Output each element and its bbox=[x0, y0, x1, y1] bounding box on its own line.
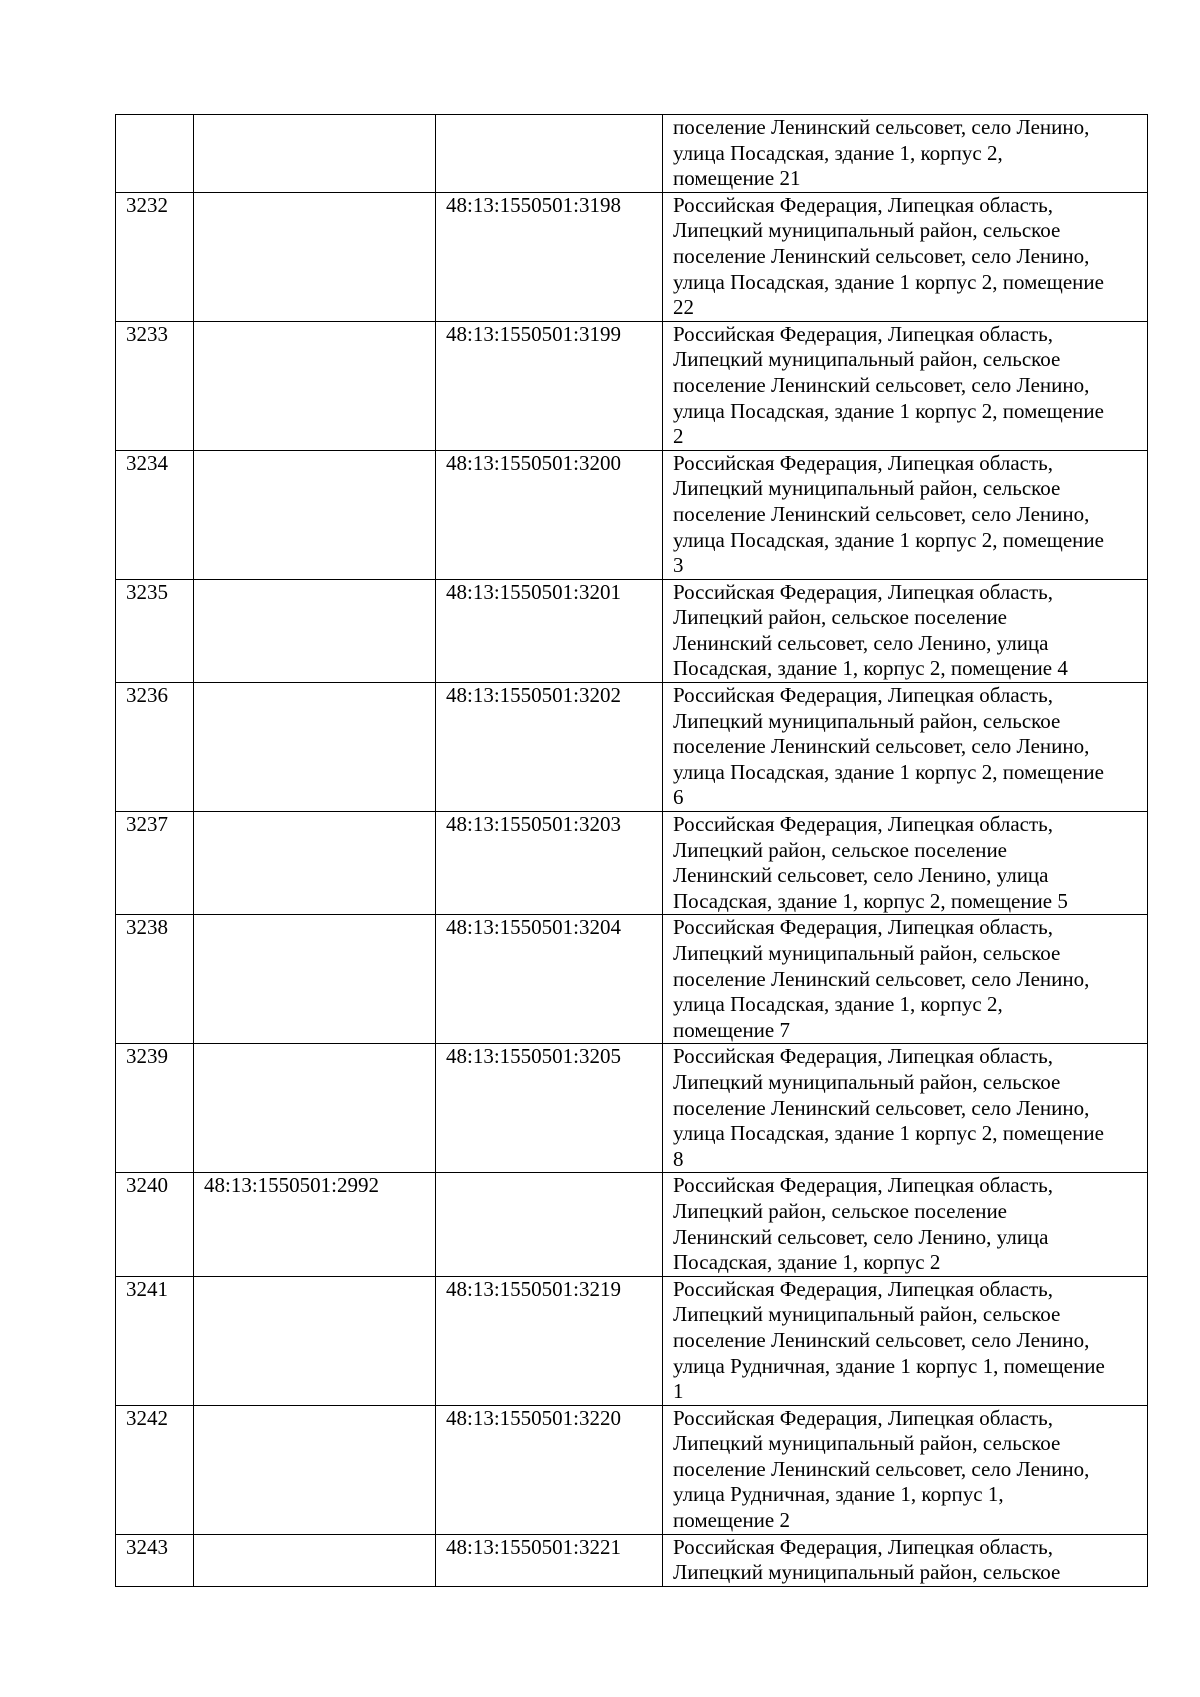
address-line: поселение Ленинский сельсовет, село Ленино, bbox=[673, 243, 1090, 268]
address-cell bbox=[663, 1173, 1148, 1276]
address-line: Российская Федерация, Липецкая область, bbox=[673, 579, 1054, 604]
row-number-cell: 3232 bbox=[116, 192, 194, 321]
address-cell bbox=[663, 115, 1148, 193]
address-line: Посадская, здание 1, корпус 2 bbox=[673, 1250, 941, 1275]
address-line: 8 bbox=[673, 1146, 684, 1171]
address-line: 3 bbox=[673, 553, 684, 578]
row-number-cell: 3233 bbox=[116, 321, 194, 450]
address-cell bbox=[663, 1044, 1148, 1173]
table-row bbox=[116, 1044, 1148, 1173]
address-cell bbox=[663, 321, 1148, 450]
address-line: 2 bbox=[673, 424, 684, 449]
address-line: Российская Федерация, Липецкая область, bbox=[673, 1276, 1054, 1301]
address-line: Посадская, здание 1, корпус 2, помещение 4 bbox=[673, 656, 1068, 681]
address-cell bbox=[663, 192, 1148, 321]
address-line: Российская Федерация, Липецкая область, bbox=[673, 321, 1054, 346]
address-line: Российская Федерация, Липецкая область, bbox=[673, 1044, 1054, 1069]
row-number-cell: 3241 bbox=[116, 1276, 194, 1405]
land-cadastral-cell bbox=[194, 1534, 436, 1586]
land-cadastral-cell bbox=[194, 192, 436, 321]
table-row bbox=[116, 450, 1148, 579]
address-line: улица Посадская, здание 1, корпус 2, bbox=[673, 140, 1003, 165]
row-number-cell: 3235 bbox=[116, 579, 194, 682]
address-line: Липецкий муниципальный район, сельское bbox=[673, 218, 1061, 243]
address-line: Липецкий муниципальный район, сельское bbox=[673, 1302, 1061, 1327]
address-cell bbox=[663, 915, 1148, 1044]
table-row bbox=[116, 1405, 1148, 1534]
row-number-cell bbox=[116, 115, 194, 193]
address-line: поселение Ленинский сельсовет, село Ленино, bbox=[673, 1095, 1090, 1120]
address-line: помещение 7 bbox=[673, 1017, 790, 1042]
address-line: Российская Федерация, Липецкая область, bbox=[673, 1173, 1054, 1198]
address-line: Посадская, здание 1, корпус 2, помещение 5 bbox=[673, 888, 1068, 913]
object-cadastral-cell bbox=[436, 1173, 663, 1276]
land-cadastral-cell bbox=[194, 915, 436, 1044]
address-line: помещение 21 bbox=[673, 166, 801, 191]
address-line: 1 bbox=[673, 1379, 684, 1404]
address-line: улица Посадская, здание 1 корпус 2, помещение bbox=[673, 759, 1104, 784]
row-number-cell: 3238 bbox=[116, 915, 194, 1044]
address-line: поселение Ленинский сельсовет, село Ленино, bbox=[673, 734, 1090, 759]
table-row bbox=[116, 115, 1148, 193]
address-line: поселение Ленинский сельсовет, село Ленино, bbox=[673, 115, 1090, 139]
address-line: Липецкий район, сельское поселение bbox=[673, 605, 1008, 630]
land-cadastral-cell bbox=[194, 115, 436, 193]
row-number-cell: 3240 bbox=[116, 1173, 194, 1276]
address-cell bbox=[663, 812, 1148, 915]
address-line: Липецкий район, сельское поселение bbox=[673, 1198, 1008, 1223]
object-cadastral-cell: 48:13:1550501:3205 bbox=[436, 1044, 663, 1173]
table-row bbox=[116, 321, 1148, 450]
address-line: поселение Ленинский сельсовет, село Ленино, bbox=[673, 501, 1090, 526]
address-line: Липецкий муниципальный район, сельское bbox=[673, 476, 1061, 501]
address-line: улица Посадская, здание 1 корпус 2, помещение bbox=[673, 269, 1104, 294]
address-cell bbox=[663, 1405, 1148, 1534]
address-line: улица Посадская, здание 1, корпус 2, bbox=[673, 992, 1003, 1017]
address-line: улица Посадская, здание 1 корпус 2, помещение bbox=[673, 398, 1104, 423]
registry-table-body bbox=[116, 115, 1148, 1587]
object-cadastral-cell: 48:13:1550501:3219 bbox=[436, 1276, 663, 1405]
row-number-cell: 3234 bbox=[116, 450, 194, 579]
land-cadastral-cell bbox=[194, 1044, 436, 1173]
address-line: 6 bbox=[673, 785, 684, 810]
address-line: 22 bbox=[673, 295, 694, 320]
address-line: поселение Ленинский сельсовет, село Ленино, bbox=[673, 1327, 1090, 1352]
table-row bbox=[116, 915, 1148, 1044]
land-cadastral-cell bbox=[194, 683, 436, 812]
address-line: улица Посадская, здание 1 корпус 2, помещение bbox=[673, 527, 1104, 552]
address-line: помещение 2 bbox=[673, 1508, 790, 1533]
document-page bbox=[115, 114, 1147, 1587]
address-cell bbox=[663, 1534, 1148, 1586]
object-cadastral-cell: 48:13:1550501:3198 bbox=[436, 192, 663, 321]
address-line: поселение Ленинский сельсовет, село Ленино, bbox=[673, 966, 1090, 991]
address-line: Липецкий муниципальный район, сельское bbox=[673, 941, 1061, 965]
row-number-cell: 3239 bbox=[116, 1044, 194, 1173]
object-cadastral-cell: 48:13:1550501:3199 bbox=[436, 321, 663, 450]
address-line: Российская Федерация, Липецкая область, bbox=[673, 683, 1054, 708]
address-line: Ленинский сельсовет, село Ленино, улица bbox=[673, 630, 1049, 655]
address-line: Российская Федерация, Липецкая область, bbox=[673, 1534, 1054, 1559]
object-cadastral-cell: 48:13:1550501:3202 bbox=[436, 683, 663, 812]
address-cell bbox=[663, 579, 1148, 682]
table-row bbox=[116, 192, 1148, 321]
address-line: Российская Федерация, Липецкая область, bbox=[673, 192, 1054, 217]
address-line: улица Посадская, здание 1 корпус 2, помещение bbox=[673, 1121, 1104, 1146]
address-line: Российская Федерация, Липецкая область, bbox=[673, 812, 1054, 837]
land-cadastral-cell bbox=[194, 450, 436, 579]
row-number-cell: 3242 bbox=[116, 1405, 194, 1534]
address-cell bbox=[663, 450, 1148, 579]
object-cadastral-cell: 48:13:1550501:3200 bbox=[436, 450, 663, 579]
address-line: Российская Федерация, Липецкая область, bbox=[673, 915, 1054, 940]
object-cadastral-cell: 48:13:1550501:3203 bbox=[436, 812, 663, 915]
object-cadastral-cell: 48:13:1550501:3201 bbox=[436, 579, 663, 682]
table-row bbox=[116, 1173, 1148, 1276]
row-number-cell: 3243 bbox=[116, 1534, 194, 1586]
address-line: Липецкий муниципальный район, сельское bbox=[673, 1431, 1061, 1456]
address-line: Липецкий муниципальный район, сельское bbox=[673, 1069, 1061, 1094]
land-cadastral-cell bbox=[194, 812, 436, 915]
address-line: улица Рудничная, здание 1 корпус 1, помещение bbox=[673, 1353, 1105, 1378]
address-line: Ленинский сельсовет, село Ленино, улица bbox=[673, 1224, 1049, 1249]
address-line: поселение Ленинский сельсовет, село Ленино, bbox=[673, 1456, 1090, 1481]
land-cadastral-cell bbox=[194, 1405, 436, 1534]
address-line: Липецкий муниципальный район, сельское bbox=[673, 1560, 1061, 1585]
land-cadastral-cell bbox=[194, 321, 436, 450]
address-line: Липецкий муниципальный район, сельское bbox=[673, 347, 1061, 372]
address-line: улица Рудничная, здание 1, корпус 1, bbox=[673, 1482, 1004, 1507]
registry-table bbox=[115, 114, 1148, 1587]
land-cadastral-cell bbox=[194, 579, 436, 682]
address-line: Ленинский сельсовет, село Ленино, улица bbox=[673, 863, 1049, 888]
object-cadastral-cell: 48:13:1550501:3221 bbox=[436, 1534, 663, 1586]
table-row bbox=[116, 1276, 1148, 1405]
row-number-cell: 3236 bbox=[116, 683, 194, 812]
table-row bbox=[116, 1534, 1148, 1586]
table-row bbox=[116, 812, 1148, 915]
land-cadastral-cell bbox=[194, 1276, 436, 1405]
address-cell bbox=[663, 683, 1148, 812]
address-line: Липецкий муниципальный район, сельское bbox=[673, 708, 1061, 733]
address-line: Липецкий район, сельское поселение bbox=[673, 837, 1008, 862]
object-cadastral-cell: 48:13:1550501:3204 bbox=[436, 915, 663, 1044]
row-number-cell: 3237 bbox=[116, 812, 194, 915]
address-line: поселение Ленинский сельсовет, село Ленино, bbox=[673, 372, 1090, 397]
address-line: Российская Федерация, Липецкая область, bbox=[673, 1405, 1054, 1430]
object-cadastral-cell bbox=[436, 115, 663, 193]
land-cadastral-cell: 48:13:1550501:2992 bbox=[194, 1173, 436, 1276]
address-cell bbox=[663, 1276, 1148, 1405]
table-row bbox=[116, 579, 1148, 682]
table-row bbox=[116, 683, 1148, 812]
address-line: Российская Федерация, Липецкая область, bbox=[673, 450, 1054, 475]
object-cadastral-cell: 48:13:1550501:3220 bbox=[436, 1405, 663, 1534]
